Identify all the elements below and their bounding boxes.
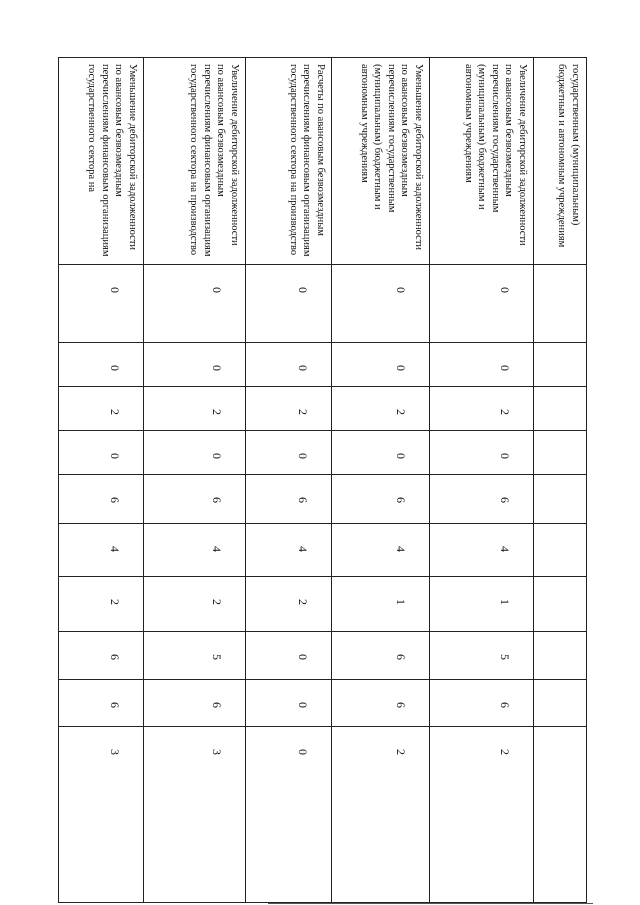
cell: 1	[332, 577, 430, 632]
cell: 6	[144, 475, 246, 524]
cell	[534, 343, 587, 387]
account-codes-table	[58, 57, 587, 903]
cell: 2	[246, 387, 332, 431]
cell: 6	[144, 680, 246, 727]
cell: 6	[59, 475, 144, 524]
cell: 0	[246, 343, 332, 387]
cell: 2	[332, 387, 430, 431]
cell: 4	[144, 524, 246, 577]
cell: 0	[144, 343, 246, 387]
cell: 6	[430, 680, 534, 727]
cell: 0	[430, 431, 534, 475]
cell	[534, 632, 587, 680]
table-row	[246, 58, 332, 903]
cell: 4	[332, 524, 430, 577]
row-label: Увеличение дебиторской задолженности по авансовым безвозмездным перечислениям финансовым организациям государственного сектора на производство	[144, 58, 246, 265]
cell: 0	[59, 343, 144, 387]
cell: 6	[59, 632, 144, 680]
cell: 2	[430, 387, 534, 431]
cell: 3	[59, 727, 144, 903]
cell: 4	[59, 524, 144, 577]
table-row	[144, 58, 246, 903]
table-row	[430, 58, 534, 903]
row-label: Расчеты по авансовым безвозмездным перечислениям финансовым организациям государственного сектора на производство	[246, 58, 332, 265]
cell: 0	[430, 343, 534, 387]
cell: 0	[246, 265, 332, 343]
cell	[534, 727, 587, 903]
row-label: Увеличение дебиторской задолженности по авансовым безвозмездным перечислениям государственным (муниципальным) бюджетным и автономным учреждениям	[430, 58, 534, 265]
cell: 0	[430, 265, 534, 343]
table-row	[59, 58, 144, 903]
cell: 0	[246, 727, 332, 903]
cell: 2	[144, 577, 246, 632]
cell: 5	[430, 632, 534, 680]
cell: 2	[246, 577, 332, 632]
cell: 0	[332, 343, 430, 387]
row-label: Уменьшение дебиторской задолженности по авансовым безвозмездным перечислениям финансовым организациям государственного сектора на	[59, 58, 144, 265]
cell: 0	[246, 680, 332, 727]
cell	[534, 577, 587, 632]
cell	[534, 475, 587, 524]
table-row	[534, 58, 587, 903]
cell: 0	[246, 632, 332, 680]
cell: 5	[144, 632, 246, 680]
cell: 2	[430, 727, 534, 903]
cell: 6	[59, 680, 144, 727]
row-label: государственным (муниципальным) бюджетным и автономным учреждениям	[534, 58, 587, 265]
cell: 0	[59, 431, 144, 475]
cell	[534, 524, 587, 577]
cell: 2	[59, 577, 144, 632]
cell: 6	[332, 475, 430, 524]
cell	[534, 265, 587, 343]
rotated-table-container	[59, 57, 587, 902]
cell: 2	[332, 727, 430, 903]
cell: 6	[332, 680, 430, 727]
cell: 4	[430, 524, 534, 577]
cell: 0	[332, 265, 430, 343]
cell: 0	[144, 265, 246, 343]
cell: 0	[59, 265, 144, 343]
cell: 0	[332, 431, 430, 475]
cell: 6	[430, 475, 534, 524]
table-row	[332, 58, 430, 903]
cell: 2	[59, 387, 144, 431]
cell: 0	[246, 431, 332, 475]
cell: 1	[430, 577, 534, 632]
cell: 4	[246, 524, 332, 577]
cell: 3	[144, 727, 246, 903]
footer-rule	[268, 903, 593, 904]
cell	[534, 387, 587, 431]
cell	[534, 680, 587, 727]
row-label: Уменьшение дебиторской задолженности по авансовым безвозмездным перечислениям государственным (муниципальным) бюджетным и автономным учреждениям	[332, 58, 430, 265]
cell: 0	[144, 431, 246, 475]
cell: 6	[332, 632, 430, 680]
cell: 6	[246, 475, 332, 524]
cell: 2	[144, 387, 246, 431]
cell	[534, 431, 587, 475]
